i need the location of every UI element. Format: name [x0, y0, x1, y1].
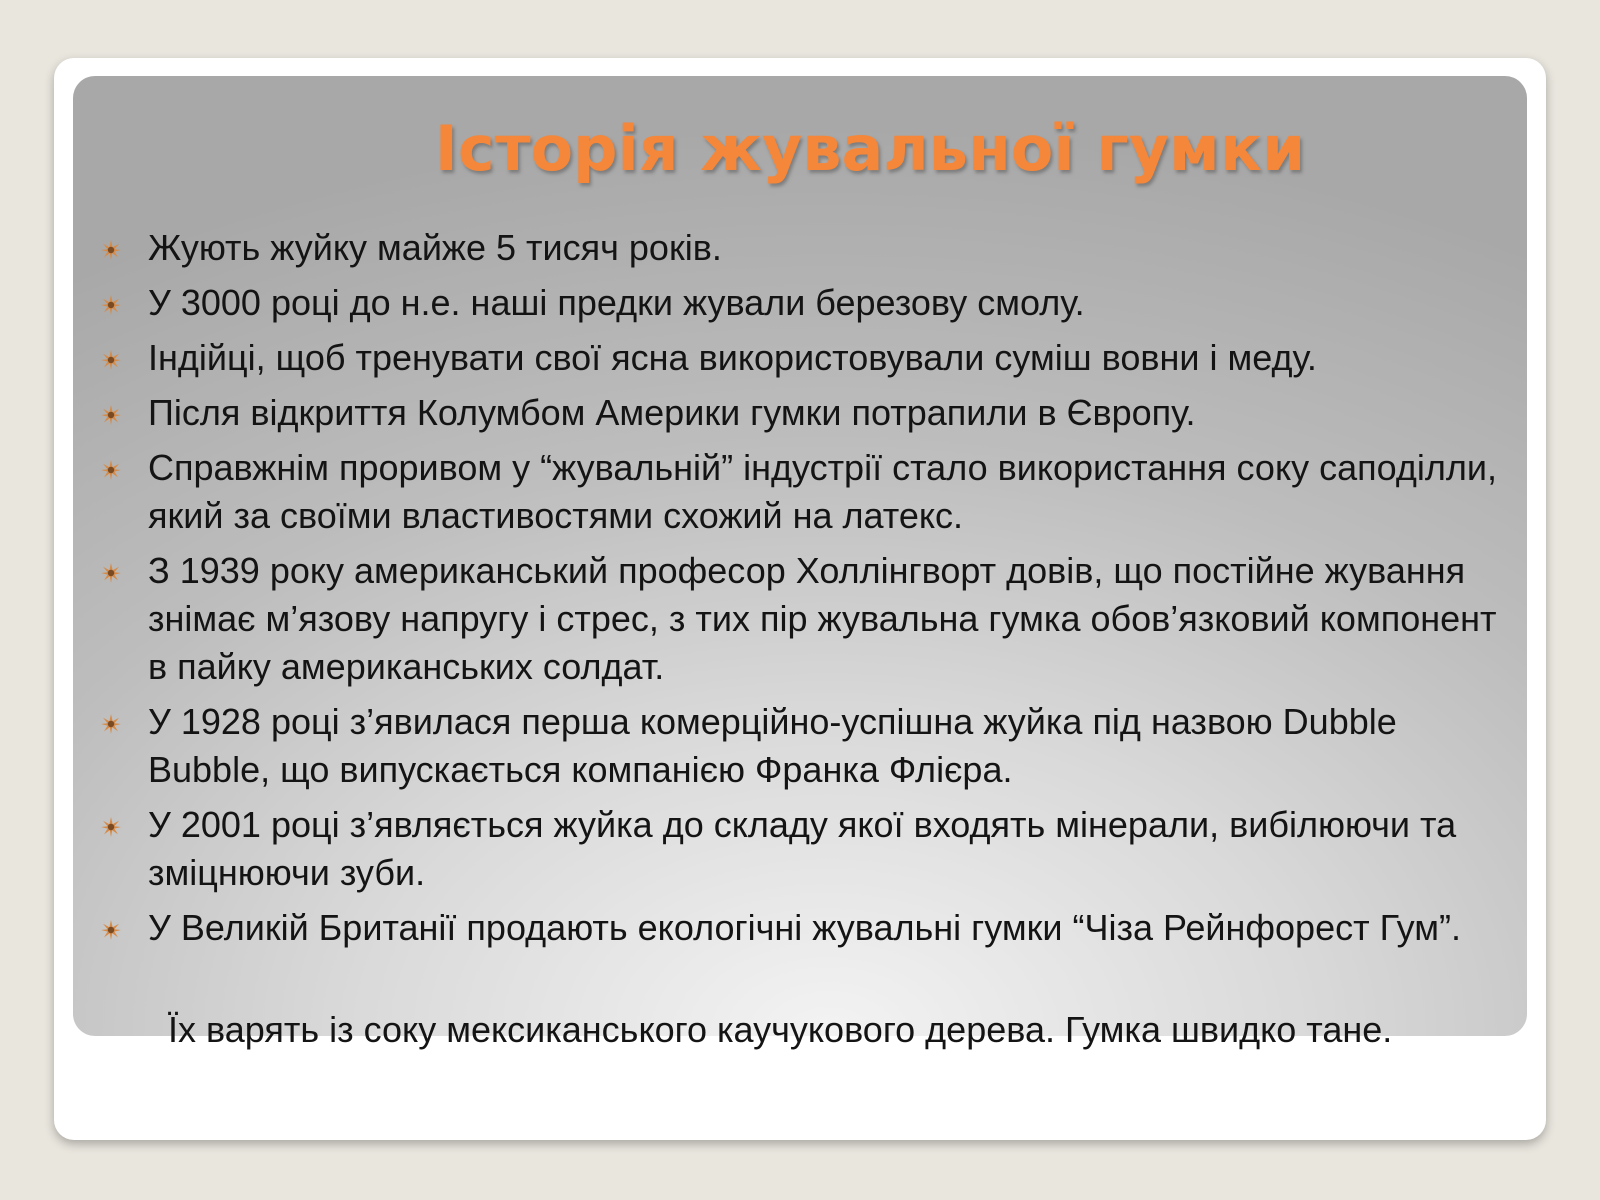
bullet-item — [100, 904, 1520, 952]
starburst-bullet-icon — [100, 816, 122, 838]
bullet-item — [100, 698, 1520, 794]
bullet-item — [100, 279, 1520, 327]
slide-title: Історія жувальної гумки — [434, 112, 1306, 185]
bullet-text: У 1928 році з’явилася перша комерційно-успішна жуйка під назвою Dubble Bubble, що випускається компанією Франка Флієра. — [148, 701, 1397, 790]
bullet-text: З 1939 року американський професор Холлінгворт довів, що постійне жування знімає м’язову напругу і стрес, з тих пір жувальна гумка обов’язковий компонент в пайку американських солдат. — [148, 550, 1497, 687]
bullet-text: У 3000 році до н.е. наші предки жували березову смолу. — [148, 282, 1085, 323]
starburst-bullet-icon — [100, 713, 122, 735]
bullet-text: У Великій Британії продають екологічні жувальні гумки “Чіза Рейнфорест Гум”. — [148, 907, 1462, 948]
starburst-bullet-icon — [100, 919, 122, 941]
bullet-text: Справжнім проривом у “жувальній” індустрії стало використання соку саподілли, який за своїми властивостями схожий на латекс. — [148, 447, 1497, 536]
bullet-item — [100, 547, 1520, 691]
starburst-bullet-icon — [100, 239, 122, 261]
bullet-list — [100, 224, 1520, 959]
bullet-text: У 2001 році з’являється жуйка до складу якої входять мінерали, вибілюючи та зміцнюючи зуби. — [148, 804, 1457, 893]
starburst-bullet-icon — [100, 349, 122, 371]
bullet-item — [100, 444, 1520, 540]
bullet-text: Жують жуйку майже 5 тисяч років. — [148, 227, 722, 268]
bullet-text: Індійці, щоб тренувати свої ясна використовували суміш вовни і меду. — [148, 337, 1317, 378]
starburst-bullet-icon — [100, 404, 122, 426]
bullet-item — [100, 389, 1520, 437]
starburst-bullet-icon — [100, 459, 122, 481]
bullet-item — [100, 224, 1520, 272]
bullet-item — [100, 801, 1520, 897]
starburst-bullet-icon — [100, 294, 122, 316]
bullet-text: Після відкриття Колумбом Америки гумки потрапили в Європу. — [148, 392, 1196, 433]
bullet-item — [100, 334, 1520, 382]
continuation-text: Їх варять із соку мексиканського каучукового дерева. Гумка швидко тане. — [148, 1009, 1393, 1050]
starburst-bullet-icon — [100, 562, 122, 584]
